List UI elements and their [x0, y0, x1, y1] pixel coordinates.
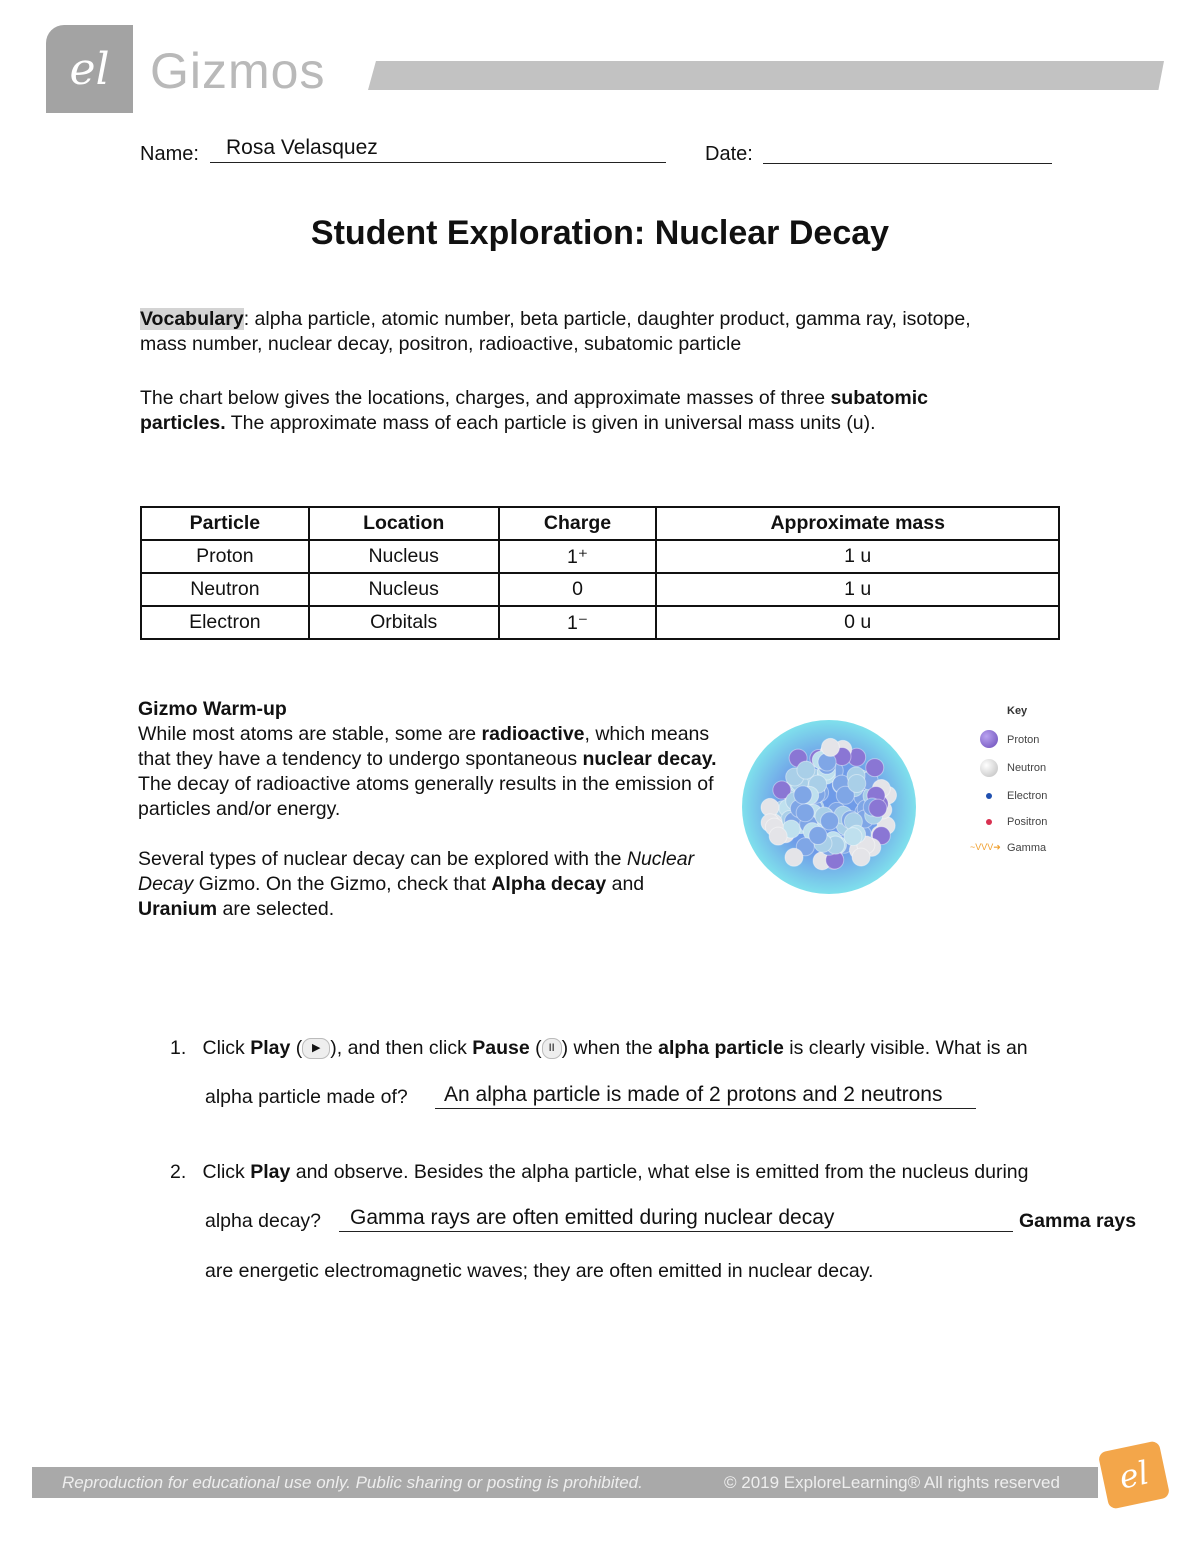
key-title: Key: [1007, 705, 1028, 717]
bold-term: Play: [250, 1161, 291, 1183]
table-cell: 0 u: [656, 606, 1059, 639]
text: Several types of nuclear decay can be explored with the: [138, 848, 627, 870]
nucleon: [797, 761, 815, 779]
bold-term: radioactive: [481, 723, 585, 745]
question-2: [170, 1161, 1170, 1184]
proton-icon: [980, 730, 998, 748]
bold-term: Pause: [472, 1037, 530, 1059]
table-cell: Nucleus: [309, 573, 499, 606]
nucleon: [848, 775, 866, 793]
footer-bar: [32, 1467, 1098, 1498]
key-proton: Proton: [1007, 734, 1040, 746]
question-1-prompt: alpha particle made of?: [205, 1086, 408, 1108]
table-cell: Neutron: [141, 573, 309, 606]
column-header: Particle: [141, 507, 309, 540]
bold-term: alpha particle: [658, 1037, 784, 1059]
table-row: [141, 573, 1059, 606]
question-number: 1.: [170, 1037, 187, 1059]
table-row: [141, 606, 1059, 639]
pause-icon: II: [542, 1038, 562, 1059]
vocabulary-label: Vocabulary: [140, 308, 244, 330]
gamma-rays-term: Gamma rays: [1019, 1210, 1137, 1232]
text: The decay of radioactive atoms generally results in the emission of particles and/or energy.: [138, 773, 714, 820]
text: is clearly visible. What is an: [783, 1037, 1028, 1059]
particle-table: [140, 506, 1060, 640]
gizmo-name: Nuclear Decay: [138, 848, 695, 895]
table-cell: Electron: [141, 606, 309, 639]
nucleon: [821, 738, 839, 756]
key-positron: Positron: [1007, 816, 1048, 828]
brand-name: Gizmos: [150, 43, 326, 99]
table-header-row: [141, 507, 1059, 540]
column-header: Charge: [499, 507, 657, 540]
bold-term: Alpha decay: [491, 873, 607, 895]
table-cell: Proton: [141, 540, 309, 573]
warmup-section: [138, 697, 718, 922]
table-cell: 1 u: [656, 573, 1059, 606]
nucleus-illustration: [742, 703, 916, 911]
gamma-rays-note: are energetic electromagnetic waves; they are often emitted in nuclear decay.: [205, 1260, 874, 1282]
page-title: Student Exploration: Nuclear Decay: [310, 214, 890, 252]
electron-icon: [986, 793, 992, 799]
intro-paragraph: [140, 386, 1010, 436]
footer-copyright: © 2019 ExploreLearning® All rights reserved: [724, 1473, 1060, 1492]
logo-mark: el: [69, 43, 110, 95]
positron-icon: [986, 819, 992, 825]
nucleon: [852, 848, 870, 866]
text: Gizmo. On the Gizmo, check that: [193, 873, 492, 895]
intro-bold: subatomic particles.: [140, 387, 928, 434]
nucleon: [869, 799, 887, 817]
warmup-heading: Gizmo Warm-up: [138, 698, 287, 720]
vocabulary: [140, 307, 1010, 357]
text: and: [606, 873, 645, 895]
nucleon: [785, 848, 803, 866]
vocabulary-list: : alpha particle, atomic number, beta particle, daughter product, gamma ray, isotope, mass number, nuclear decay, positron, radioactive, subatomic particle: [140, 308, 971, 355]
name-label: Name:: [140, 143, 199, 165]
table-cell: Orbitals: [309, 606, 499, 639]
table-cell: 1⁺: [499, 540, 657, 573]
intro-text: The chart below gives the locations, charges, and approximate masses of three: [140, 387, 831, 409]
explorelearning-logo: [46, 25, 133, 113]
name-field[interactable]: Rosa Velasquez: [210, 136, 666, 163]
text: ) when the: [561, 1037, 659, 1059]
gamma-icon: ~VVV➜: [970, 842, 1001, 852]
nucleon: [769, 827, 787, 845]
table-cell: 1 u: [656, 540, 1059, 573]
neutron-icon: [980, 759, 998, 777]
column-header: Approximate mass: [656, 507, 1059, 540]
table-cell: 1⁻: [499, 606, 657, 639]
key-neutron: Neutron: [1007, 762, 1047, 774]
table-cell: 0: [499, 573, 657, 606]
nucleon: [809, 826, 827, 844]
bold-term: Uranium: [138, 898, 218, 920]
text: , and then click: [336, 1037, 473, 1059]
nucleon: [796, 804, 814, 822]
footer-disclaimer: Reproduction for educational use only. Public sharing or posting is prohibited.: [62, 1473, 643, 1492]
header-bar: [368, 61, 1164, 90]
question-number: 2.: [170, 1161, 187, 1183]
key-electron: Electron: [1007, 790, 1048, 802]
nucleon: [794, 786, 812, 804]
text: (: [290, 1037, 303, 1059]
text: , which means that they have a tendency to undergo spontaneous: [138, 723, 710, 770]
text: Click: [202, 1161, 251, 1183]
text: Click: [202, 1037, 251, 1059]
date-field[interactable]: [763, 136, 1052, 164]
question-2-prompt: alpha decay?: [205, 1210, 322, 1232]
text: are selected.: [217, 898, 335, 920]
nucleon: [866, 759, 884, 777]
nucleon: [821, 812, 839, 830]
table-cell: Nucleus: [309, 540, 499, 573]
logo-mark: el: [1115, 1453, 1153, 1497]
play-icon: ▶: [302, 1038, 330, 1059]
bold-term: nuclear decay.: [582, 748, 717, 770]
explorelearning-footer-logo: [1098, 1440, 1171, 1510]
text: (: [529, 1037, 542, 1059]
column-header: Location: [309, 507, 499, 540]
particle-key: [970, 703, 1080, 863]
intro-text: The approximate mass of each particle is given in universal mass units (u).: [225, 412, 876, 434]
nucleon: [844, 828, 862, 846]
uranium-nucleus-image: [742, 703, 916, 911]
text: and observe. Besides the alpha particle, what else is emitted from the nucleus during: [290, 1161, 1029, 1183]
answer-2-field[interactable]: Gamma rays are often emitted during nuclear decay: [339, 1206, 1013, 1232]
answer-1-field[interactable]: An alpha particle is made of 2 protons and 2 neutrons: [435, 1083, 976, 1109]
table-row: [141, 540, 1059, 573]
bold-term: Play: [250, 1037, 291, 1059]
date-label: Date:: [705, 143, 753, 165]
text: While most atoms are stable, some are: [138, 723, 482, 745]
key-gamma: Gamma: [1007, 842, 1047, 854]
question-1: 1. Click Play ( ▶ ), and then click Pause ( II ) when the alpha particle is clearly visible. What is an: [170, 1037, 1028, 1059]
